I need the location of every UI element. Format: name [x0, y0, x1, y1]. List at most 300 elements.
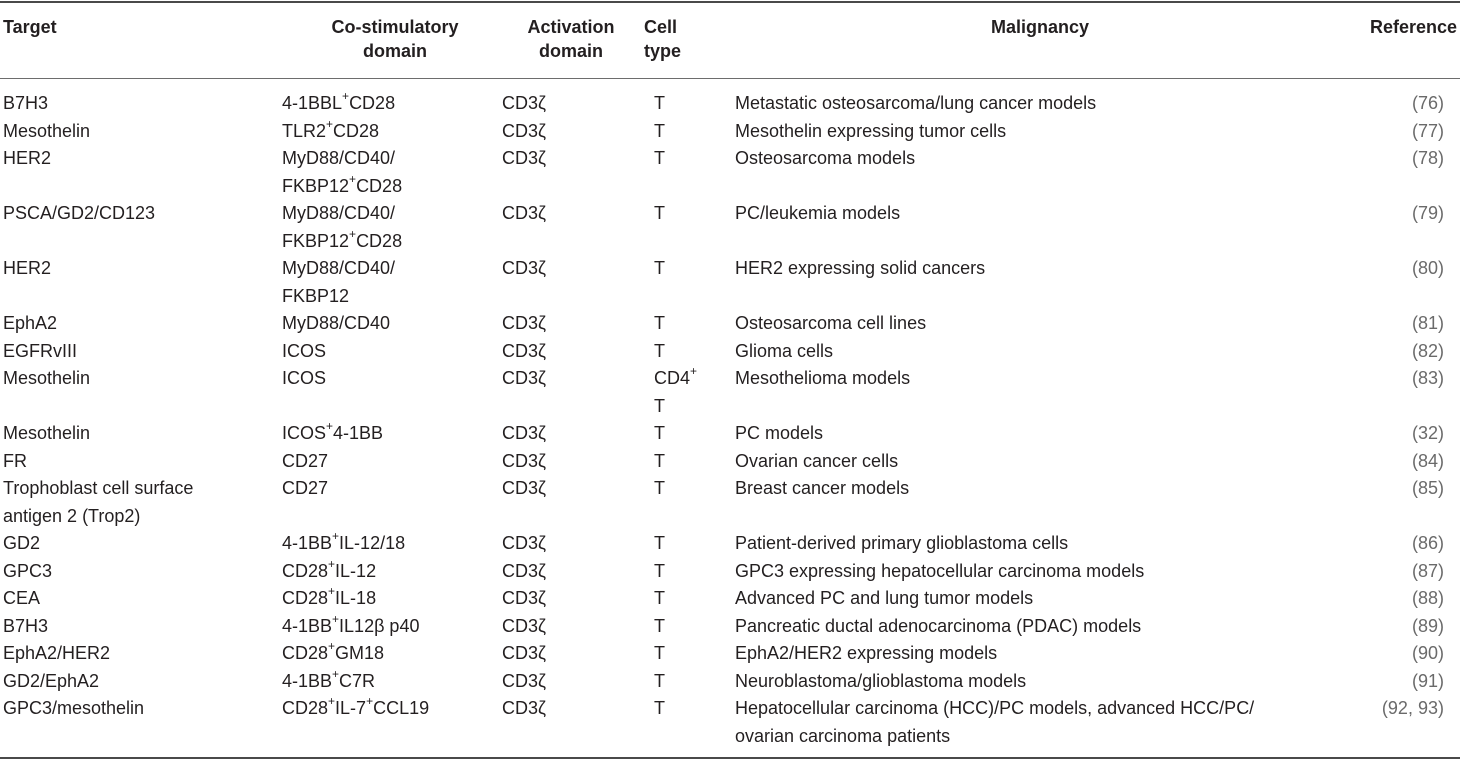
reference-link[interactable]: 92 — [1387, 698, 1408, 718]
superscript-plus: + — [326, 419, 334, 433]
cell-activation-domain — [502, 420, 602, 448]
table-row — [0, 613, 1460, 641]
cell-malignancy — [735, 365, 1315, 393]
target-text: FR — [3, 450, 27, 471]
costim-text: CD28 — [282, 698, 329, 718]
costim-text: 4-1BB — [282, 533, 333, 553]
cell-cell-type — [654, 200, 714, 228]
reference-paren: ) — [1438, 450, 1444, 471]
malignancy-text: GPC3 expressing hepatocellular carcinoma models — [735, 560, 1145, 581]
cell-reference — [1412, 255, 1444, 283]
cell-costimulatory-domain — [282, 255, 482, 310]
reference-paren: ( — [1411, 478, 1418, 498]
header-activation-line1: Activation — [527, 17, 615, 37]
cell-activation-domain — [502, 255, 602, 283]
costim-text: IL-12 — [335, 560, 377, 581]
reference-paren: ) — [1438, 258, 1444, 278]
cell-activation-domain — [502, 695, 602, 723]
cell-costimulatory-domain — [282, 145, 482, 200]
table-row — [0, 558, 1460, 586]
costim-text: CCL19 — [373, 698, 430, 718]
costim-text: 4-1BB — [282, 615, 333, 636]
activation-text: CD3ζ — [502, 478, 546, 498]
cell-target — [3, 200, 273, 228]
table-row — [0, 338, 1460, 366]
cell-costimulatory-domain — [282, 475, 482, 503]
activation-text: CD3ζ — [502, 560, 546, 581]
malignancy-text: Metastatic osteosarcoma/lung cancer models — [735, 93, 1097, 113]
cell-malignancy — [735, 200, 1315, 228]
reference-separator: , — [1407, 698, 1418, 718]
activation-text: CD3ζ — [502, 148, 546, 168]
reference-paren: ( — [1411, 120, 1418, 141]
activation-text: CD3ζ — [502, 533, 546, 553]
table-row — [0, 255, 1460, 310]
cell-reference — [1382, 695, 1444, 723]
cell-activation-domain — [502, 448, 602, 476]
target-text: B7H3 — [3, 615, 49, 636]
reference-paren: ( — [1411, 643, 1418, 663]
costim-text: CD28 — [356, 175, 403, 196]
cell-malignancy — [735, 420, 1315, 448]
malignancy-text: ovarian carcinoma patients — [735, 725, 951, 746]
cell-malignancy — [735, 613, 1315, 641]
reference-paren: ) — [1438, 533, 1444, 553]
costim-line — [282, 90, 482, 118]
cell-type-text: T — [654, 533, 665, 553]
costim-line — [282, 118, 482, 146]
superscript-plus: + — [349, 171, 357, 186]
costim-line — [282, 200, 482, 228]
superscript-plus: + — [328, 694, 336, 708]
cell-cell-type — [654, 118, 714, 146]
cell-malignancy — [735, 475, 1315, 503]
table-row — [0, 640, 1460, 668]
header-cell-line2: type — [644, 41, 682, 61]
cell-reference — [1412, 90, 1444, 118]
cell-malignancy — [735, 448, 1315, 476]
cell-costimulatory-domain — [282, 585, 482, 613]
reference-paren: ( — [1411, 615, 1418, 636]
costim-text: FKBP12 — [282, 175, 350, 196]
table-top-rule — [0, 1, 1460, 3]
reference-paren: ) — [1438, 615, 1444, 636]
superscript-plus: + — [332, 529, 340, 543]
cell-reference — [1412, 613, 1444, 641]
costim-line — [282, 695, 482, 723]
cell-activation-domain — [502, 365, 602, 393]
header-target: Target — [3, 17, 57, 37]
cell-activation-domain — [502, 585, 602, 613]
costim-line — [282, 420, 482, 448]
costim-text: MyD88/CD40 — [282, 313, 391, 333]
reference-paren: ) — [1438, 313, 1444, 333]
cell-costimulatory-domain — [282, 558, 482, 586]
cell-target — [3, 613, 273, 641]
costim-text: IL12β p40 — [339, 615, 420, 636]
cell-malignancy — [735, 640, 1315, 668]
activation-text: CD3ζ — [502, 670, 546, 691]
cell-type-text: T — [654, 588, 665, 608]
target-text: GD2 — [3, 533, 41, 553]
reference-paren: ) — [1438, 340, 1444, 361]
cell-type-text: T — [654, 148, 665, 168]
header-divider-rule — [0, 78, 1460, 79]
superscript-plus: + — [328, 584, 336, 598]
cell-malignancy — [735, 558, 1315, 586]
reference-paren: ( — [1411, 450, 1418, 471]
cell-cell-type — [654, 558, 714, 586]
reference-link[interactable]: 93 — [1417, 698, 1438, 718]
reference-link[interactable]: 84 — [1417, 450, 1438, 471]
cell-activation-domain — [502, 145, 602, 173]
cell-costimulatory-domain — [282, 640, 482, 668]
superscript-plus: + — [349, 226, 357, 241]
reference-paren: ( — [1411, 670, 1418, 691]
activation-text: CD3ζ — [502, 340, 546, 361]
cell-type-text: T — [654, 313, 665, 333]
cell-activation-domain — [502, 558, 602, 586]
malignancy-text: HER2 expressing solid cancers — [735, 258, 986, 278]
superscript-plus: + — [332, 611, 340, 626]
cell-costimulatory-domain — [282, 668, 482, 696]
target-text: B7H3 — [3, 93, 49, 113]
reference-paren: ) — [1438, 670, 1444, 691]
cell-target — [3, 420, 273, 448]
cell-target — [3, 310, 273, 338]
cell-activation-domain — [502, 475, 602, 503]
costim-text: CD28 — [282, 588, 329, 608]
cell-cell-type — [654, 145, 714, 173]
table-row — [0, 420, 1460, 448]
costim-text: CD27 — [282, 478, 329, 498]
costim-text: C7R — [339, 670, 376, 691]
table-row — [0, 118, 1460, 146]
table-row — [0, 365, 1460, 420]
activation-text: CD3ζ — [502, 313, 546, 333]
cell-type-text: T — [654, 560, 665, 581]
reference-paren: ( — [1411, 533, 1418, 553]
cell-malignancy — [735, 695, 1315, 750]
cell-malignancy — [735, 585, 1315, 613]
costim-text: TLR2 — [282, 120, 327, 141]
costim-text: FKBP12 — [282, 230, 350, 251]
costim-text: CD28 — [333, 120, 380, 141]
table-row — [0, 145, 1460, 200]
table-body — [0, 90, 1460, 750]
malignancy-text: Mesothelin expressing tumor cells — [735, 120, 1007, 141]
reference-paren: ) — [1438, 368, 1444, 388]
cell-malignancy — [735, 530, 1315, 558]
table-row — [0, 448, 1460, 476]
cell-type-text: T — [654, 340, 665, 361]
cell-malignancy — [735, 118, 1315, 146]
costim-text: 4-1BB — [282, 670, 333, 691]
malignancy-text: Ovarian cancer cells — [735, 450, 899, 471]
header-costimulatory-domain — [305, 15, 485, 63]
malignancy-text: PC/leukemia models — [735, 203, 901, 223]
activation-text: CD3ζ — [502, 698, 546, 718]
reference-link[interactable]: 89 — [1417, 615, 1438, 636]
activation-text: CD3ζ — [502, 615, 546, 636]
cell-target — [3, 365, 273, 393]
header-cell-line1: Cell — [644, 17, 678, 37]
malignancy-text: Breast cancer models — [735, 478, 910, 498]
cell-cell-type — [654, 530, 714, 558]
reference-paren: ) — [1438, 120, 1444, 141]
cell-target — [3, 695, 273, 723]
superscript-plus: + — [342, 89, 350, 103]
malignancy-text: EphA2/HER2 expressing models — [735, 643, 998, 663]
cell-cell-type — [654, 640, 714, 668]
cell-costimulatory-domain — [282, 338, 482, 366]
activation-text: CD3ζ — [502, 93, 546, 113]
cell-malignancy — [735, 90, 1315, 118]
table-bottom-rule — [0, 757, 1460, 759]
malignancy-text: Neuroblastoma/glioblastoma models — [735, 670, 1027, 691]
cell-reference — [1412, 640, 1444, 668]
reference-paren: ) — [1438, 643, 1444, 663]
superscript-plus: + — [366, 694, 374, 708]
cell-target — [3, 668, 273, 696]
costim-line — [282, 668, 482, 696]
reference-paren: ( — [1381, 698, 1388, 718]
cell-costimulatory-domain — [282, 448, 482, 476]
costim-line — [282, 585, 482, 613]
cell-activation-domain — [502, 338, 602, 366]
cell-activation-domain — [502, 640, 602, 668]
costim-text: CD28 — [356, 230, 403, 251]
superscript-plus: + — [332, 666, 340, 681]
reference-link[interactable]: 32 — [1417, 423, 1438, 443]
reference-paren: ) — [1438, 698, 1444, 718]
cell-target — [3, 338, 273, 366]
cell-costimulatory-domain — [282, 118, 482, 146]
target-text: GPC3 — [3, 560, 53, 581]
cell-type-text: T — [654, 698, 665, 718]
cell-type-text: T — [654, 395, 665, 416]
reference-paren: ) — [1438, 203, 1444, 223]
cell-cell-type — [654, 613, 714, 641]
cell-cell-type — [654, 90, 714, 118]
cell-reference — [1412, 585, 1444, 613]
cell-activation-domain — [502, 310, 602, 338]
reference-link[interactable]: 85 — [1417, 478, 1438, 498]
target-text: Mesothelin — [3, 368, 91, 388]
reference-paren: ( — [1411, 93, 1418, 113]
header-reference: Reference — [1369, 17, 1457, 37]
cell-costimulatory-domain — [282, 613, 482, 641]
costim-text: MyD88/CD40/ — [282, 148, 396, 168]
cell-malignancy — [735, 145, 1315, 173]
reference-link[interactable]: 81 — [1417, 313, 1438, 333]
reference-paren: ( — [1411, 588, 1418, 608]
cell-cell-type — [654, 255, 714, 283]
cell-reference — [1412, 118, 1444, 146]
reference-paren: ) — [1438, 478, 1444, 498]
target-text: GD2/EphA2 — [3, 670, 100, 691]
table-row — [0, 200, 1460, 255]
cell-costimulatory-domain — [282, 530, 482, 558]
cell-activation-domain — [502, 530, 602, 558]
costim-text: CD28 — [282, 643, 329, 663]
costim-text: IL-18 — [335, 588, 377, 608]
costim-line — [282, 283, 482, 311]
cell-type-text: T — [654, 450, 665, 471]
cell-type-text — [654, 365, 714, 393]
reference-paren: ) — [1438, 93, 1444, 113]
cell-type-text: T — [654, 615, 665, 636]
reference-link[interactable]: 82 — [1417, 340, 1438, 361]
reference-link[interactable]: 79 — [1417, 203, 1438, 223]
costim-line — [282, 448, 482, 476]
reference-paren: ( — [1411, 368, 1418, 388]
activation-text: CD3ζ — [502, 120, 546, 141]
cell-activation-domain — [502, 613, 602, 641]
cell-cell-type — [654, 365, 714, 420]
costim-text: MyD88/CD40/ — [282, 203, 396, 223]
reference-link[interactable]: 80 — [1417, 258, 1438, 278]
header-activation-line2: domain — [538, 41, 603, 61]
activation-text: CD3ζ — [502, 588, 546, 608]
cell-type-text: T — [654, 258, 665, 278]
cell-costimulatory-domain — [282, 695, 482, 723]
costim-line — [282, 310, 482, 338]
reference-paren: ) — [1438, 588, 1444, 608]
costim-line — [282, 530, 482, 558]
costim-text: FKBP12 — [282, 285, 350, 306]
target-text: EGFRvIII — [3, 340, 78, 361]
target-text: Trophoblast cell surface — [3, 478, 194, 498]
reference-paren: ( — [1411, 560, 1418, 581]
cell-activation-domain — [502, 90, 602, 118]
costim-line — [282, 475, 482, 503]
malignancy-text: Osteosarcoma models — [735, 148, 916, 168]
costim-line — [282, 255, 482, 283]
reference-paren: ( — [1411, 313, 1418, 333]
cell-type-text: T — [654, 120, 665, 141]
table-row — [0, 695, 1460, 750]
cell-reference — [1412, 310, 1444, 338]
cell-reference — [1412, 420, 1444, 448]
costim-line — [282, 228, 482, 256]
malignancy-text: Pancreatic ductal adenocarcinoma (PDAC) models — [735, 615, 1142, 636]
activation-text: CD3ζ — [502, 643, 546, 663]
cell-cell-type — [654, 668, 714, 696]
reference-link[interactable]: 90 — [1417, 643, 1438, 663]
target-text: EphA2/HER2 — [3, 643, 111, 663]
cell-type-text: T — [654, 643, 665, 663]
reference-link[interactable]: 91 — [1417, 670, 1438, 691]
cell-costimulatory-domain — [282, 365, 482, 393]
cell-cell-type — [654, 310, 714, 338]
header-cell-type — [644, 15, 714, 63]
cell-type-text: T — [654, 423, 665, 443]
activation-text: CD3ζ — [502, 368, 546, 388]
cell-reference — [1412, 530, 1444, 558]
table-row — [0, 585, 1460, 613]
cell-target — [3, 558, 273, 586]
activation-text: CD3ζ — [502, 203, 546, 223]
costim-text: GM18 — [335, 643, 385, 663]
costim-text: IL-12/18 — [339, 533, 406, 553]
cell-malignancy — [735, 338, 1315, 366]
cell-target — [3, 145, 273, 173]
reference-link[interactable]: 88 — [1417, 588, 1438, 608]
cell-activation-domain — [502, 200, 602, 228]
reference-link[interactable]: 87 — [1417, 560, 1438, 581]
cell-costimulatory-domain — [282, 310, 482, 338]
cell-cell-type — [654, 420, 714, 448]
costim-text: ICOS — [282, 340, 327, 361]
target-text: antigen 2 (Trop2) — [3, 505, 141, 526]
reference-paren: ) — [1438, 560, 1444, 581]
target-text: HER2 — [3, 148, 52, 168]
costim-text: ICOS — [282, 423, 327, 443]
cell-reference — [1412, 558, 1444, 586]
table-row — [0, 90, 1460, 118]
cell-target — [3, 448, 273, 476]
costim-text: 4-1BBL — [282, 93, 343, 113]
reference-link[interactable]: 86 — [1417, 533, 1438, 553]
costim-line — [282, 613, 482, 641]
reference-link[interactable]: 83 — [1417, 368, 1438, 388]
header-malignancy: Malignancy — [990, 17, 1090, 37]
costim-text: MyD88/CD40/ — [282, 258, 396, 278]
malignancy-text: Hepatocellular carcinoma (HCC)/PC models, advanced HCC/PC/ — [735, 698, 1255, 718]
cell-reference — [1412, 475, 1444, 503]
cell-cell-type — [654, 695, 714, 723]
costim-line — [282, 558, 482, 586]
costim-text: 4-1BB — [333, 423, 384, 443]
cell-malignancy — [735, 668, 1315, 696]
cell-target — [3, 530, 273, 558]
reference-paren: ( — [1411, 258, 1418, 278]
costim-line — [282, 640, 482, 668]
reference-paren: ( — [1411, 203, 1418, 223]
cell-target — [3, 118, 273, 146]
reference-link[interactable]: 76 — [1417, 93, 1438, 113]
costim-text: CD28 — [282, 560, 329, 581]
cell-activation-domain — [502, 668, 602, 696]
reference-paren: ( — [1411, 423, 1418, 443]
table-row — [0, 668, 1460, 696]
cell-costimulatory-domain — [282, 200, 482, 255]
costim-line — [282, 145, 482, 173]
cell-reference — [1412, 365, 1444, 393]
malignancy-text: Osteosarcoma cell lines — [735, 313, 927, 333]
reference-link[interactable]: 77 — [1417, 120, 1438, 141]
header-costim-line1: Co-stimulatory — [331, 17, 459, 37]
cell-malignancy — [735, 310, 1315, 338]
cell-reference — [1412, 338, 1444, 366]
cell-type-text: T — [654, 93, 665, 113]
target-text: PSCA/GD2/CD123 — [3, 203, 156, 223]
cell-costimulatory-domain — [282, 90, 482, 118]
target-text: EphA2 — [3, 313, 58, 333]
cell-type-base: CD4 — [654, 368, 691, 388]
reference-paren: ) — [1438, 423, 1444, 443]
reference-link[interactable]: 78 — [1417, 148, 1438, 168]
cell-type-text: T — [654, 203, 665, 223]
table-row — [0, 530, 1460, 558]
costim-text: CD28 — [349, 93, 396, 113]
activation-text: CD3ζ — [502, 423, 546, 443]
malignancy-text: Patient-derived primary glioblastoma cells — [735, 533, 1069, 553]
cell-target — [3, 90, 273, 118]
cell-reference — [1412, 145, 1444, 173]
cell-target — [3, 585, 273, 613]
